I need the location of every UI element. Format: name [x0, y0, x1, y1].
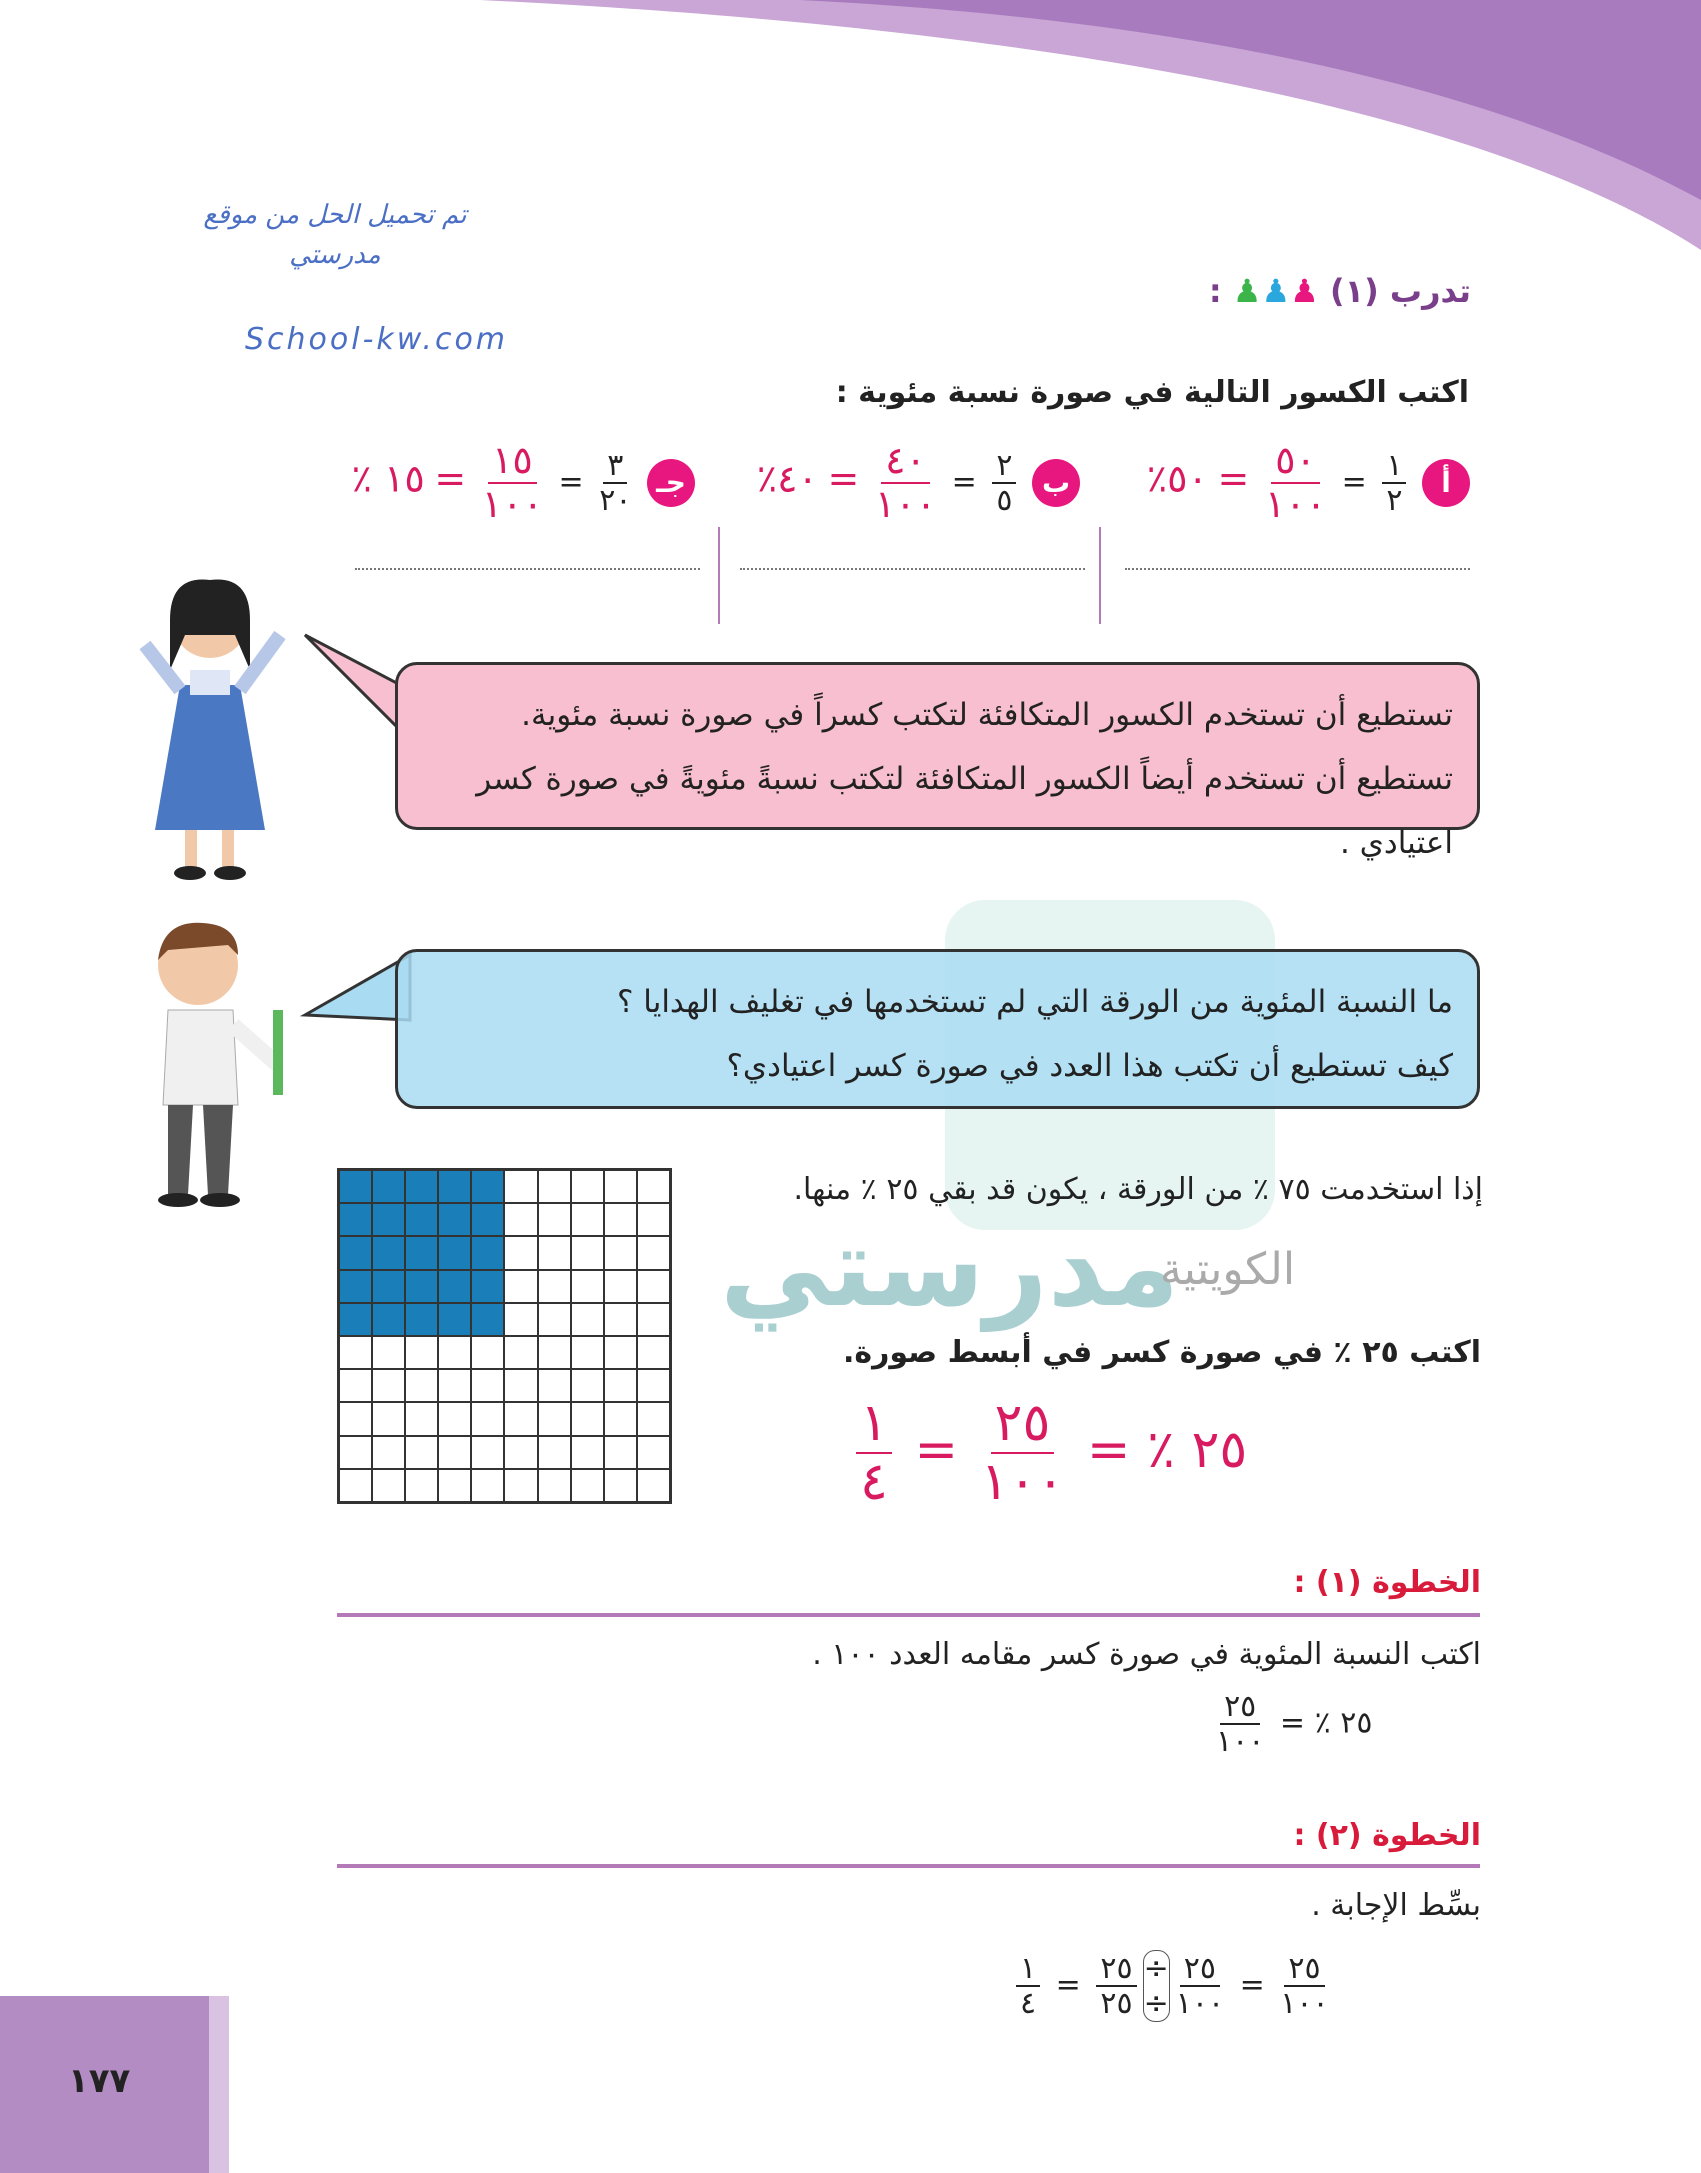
- grid-cell: [438, 1436, 471, 1469]
- grid-cell-shaded: [372, 1236, 405, 1269]
- grid-cell: [471, 1336, 504, 1369]
- grid-cell-shaded: [471, 1203, 504, 1236]
- note-website: School-kw.com: [245, 322, 509, 357]
- grid-cell: [504, 1236, 537, 1269]
- grid-cell: [571, 1369, 604, 1402]
- grid-cell: [538, 1402, 571, 1435]
- grid-cell: [438, 1469, 471, 1502]
- grid-cell: [538, 1303, 571, 1336]
- grid-cell: [538, 1436, 571, 1469]
- answer-line: [355, 568, 700, 570]
- grid-cell: [538, 1203, 571, 1236]
- grid-cell: [372, 1402, 405, 1435]
- grid-cell: [471, 1469, 504, 1502]
- step-1-equation: ٢٥ ٪ = $\frac{٢٥}{١٠٠}$: [1216, 1689, 1373, 1759]
- grid-cell: [571, 1170, 604, 1203]
- grid-cell: [538, 1336, 571, 1369]
- grid-cell: [637, 1436, 670, 1469]
- grid-cell: [604, 1369, 637, 1402]
- grid-cell: [405, 1469, 438, 1502]
- grid-cell: [405, 1436, 438, 1469]
- question-bubble-blue: [395, 949, 1480, 1109]
- grid-cell: [504, 1436, 537, 1469]
- grid-cell: [604, 1270, 637, 1303]
- grid-cell-shaded: [405, 1236, 438, 1269]
- exercise-instruction: اكتب الكسور التالية في صورة نسبة مئوية :: [835, 375, 1469, 410]
- grid-cell: [339, 1469, 372, 1502]
- grid-cell: [372, 1336, 405, 1369]
- grid-cell: [405, 1369, 438, 1402]
- grid-cell-shaded: [438, 1270, 471, 1303]
- grid-cell: [571, 1236, 604, 1269]
- grid-cell: [504, 1336, 537, 1369]
- step-divider: [337, 1864, 1480, 1868]
- grid-cell: [571, 1203, 604, 1236]
- note-line-2: مدرستي: [289, 240, 381, 270]
- item-label: أ: [1422, 459, 1470, 507]
- grid-cell: [471, 1436, 504, 1469]
- question-line-2: كيف تستطيع أن تكتب هذا العدد في صورة كسر اعتيادي؟: [726, 1048, 1453, 1084]
- grid-cell-shaded: [339, 1236, 372, 1269]
- watermark-logo-sub: الكويتية: [1160, 1244, 1296, 1295]
- grid-cell-shaded: [339, 1203, 372, 1236]
- grid-cell: [637, 1270, 670, 1303]
- item-a: أ $\frac{١}{٢}$ = $\frac{٥٠}{١٠٠}$ = ٥٠٪: [1090, 440, 1470, 526]
- grid-cell: [604, 1236, 637, 1269]
- handwritten-note: [190, 200, 480, 270]
- tip-bubble-pink: [395, 662, 1480, 861]
- grid-cell: [339, 1369, 372, 1402]
- grid-cell: [339, 1402, 372, 1435]
- grid-cell: [637, 1203, 670, 1236]
- grid-cell: [504, 1270, 537, 1303]
- grid-cell: [604, 1303, 637, 1336]
- tip-line-2: تستطيع أن تستخدم أيضاً الكسور المتكافئة لتكتب نسبةً مئويةً في صورة كسر اعتيادي .: [476, 761, 1453, 861]
- grid-cell-shaded: [405, 1270, 438, 1303]
- step-1-text: اكتب النسبة المئوية في صورة كسر مقامه العدد ١٠٠ .: [812, 1637, 1481, 1672]
- exercise-title: تدرب (١) ♟♟♟ :: [1208, 272, 1471, 310]
- grid-cell-shaded: [438, 1170, 471, 1203]
- answer-line: [740, 568, 1085, 570]
- grid-cell: [637, 1170, 670, 1203]
- grid-cell: [637, 1402, 670, 1435]
- divider: [1099, 527, 1101, 624]
- grid-cell: [637, 1236, 670, 1269]
- grid-cell-shaded: [438, 1303, 471, 1336]
- grid-cell: [504, 1303, 537, 1336]
- grid-cell-shaded: [471, 1170, 504, 1203]
- grid-cell-shaded: [405, 1303, 438, 1336]
- divider: [718, 527, 720, 624]
- grid-cell: [471, 1369, 504, 1402]
- note-line-1: تم تحميل الحل من موقع: [203, 200, 467, 230]
- task-text: اكتب ٢٥ ٪ في صورة كسر في أبسط صورة.: [842, 1335, 1481, 1370]
- grid-cell: [604, 1336, 637, 1369]
- explanation-text: إذا استخدمت ٧٥ ٪ من الورقة ، يكون قد بقي ٢٥ ٪ منها.: [793, 1172, 1483, 1207]
- grid-cell: [538, 1170, 571, 1203]
- tip-line-1: تستطيع أن تستخدم الكسور المتكافئة لتكتب كسراً في صورة نسبة مئوية.: [521, 697, 1453, 733]
- handwritten-answer: ٢٥ ٪ = $\frac{٢٥}{١٠٠}$ = $\frac{١}{٤}$: [850, 1395, 1247, 1511]
- grid-cell: [438, 1402, 471, 1435]
- grid-cell: [504, 1369, 537, 1402]
- grid-cell-shaded: [405, 1203, 438, 1236]
- grid-cell-shaded: [438, 1236, 471, 1269]
- grid-cell: [438, 1336, 471, 1369]
- grid-cell: [471, 1402, 504, 1435]
- grid-cell: [504, 1402, 537, 1435]
- girl-character-illustration: [130, 575, 300, 885]
- grid-cell-shaded: [339, 1270, 372, 1303]
- grid-cell-shaded: [372, 1270, 405, 1303]
- grid-cell: [571, 1436, 604, 1469]
- grid-cell: [438, 1369, 471, 1402]
- grid-cell: [339, 1336, 372, 1369]
- grid-cell: [504, 1170, 537, 1203]
- grid-cell: [637, 1469, 670, 1502]
- grid-cell: [372, 1469, 405, 1502]
- grid-cell: [571, 1303, 604, 1336]
- step-2-text: بسِّط الإجابة .: [1311, 1888, 1481, 1923]
- grid-cell-shaded: [438, 1203, 471, 1236]
- step-1-title: الخطوة (١) :: [1293, 1565, 1481, 1600]
- grid-cell-shaded: [339, 1170, 372, 1203]
- grid-cell: [604, 1436, 637, 1469]
- grid-cell-shaded: [372, 1203, 405, 1236]
- group-people-icon: ♟: [1290, 272, 1319, 310]
- grid-cell: [372, 1436, 405, 1469]
- grid-cell: [571, 1270, 604, 1303]
- grid-cell: [571, 1402, 604, 1435]
- grid-cell-shaded: [471, 1236, 504, 1269]
- grid-cell: [604, 1203, 637, 1236]
- step-2-title: الخطوة (٢) :: [1293, 1818, 1481, 1853]
- grid-cell: [637, 1336, 670, 1369]
- grid-cell: [504, 1469, 537, 1502]
- grid-cell: [405, 1402, 438, 1435]
- grid-cell: [604, 1170, 637, 1203]
- grid-cell: [538, 1469, 571, 1502]
- grid-cell-shaded: [471, 1270, 504, 1303]
- answer-line: [1125, 568, 1470, 570]
- watermark-logo-text: مدرستي: [720, 1203, 1180, 1331]
- page-number: ١٧٧: [68, 2061, 131, 2101]
- grid-cell-shaded: [372, 1170, 405, 1203]
- item-c: جـ $\frac{٣}{٢٠}$ = $\frac{١٥}{١٠٠}$ = ١٥ ٪: [275, 440, 695, 526]
- grid-cell: [504, 1203, 537, 1236]
- grid-cell: [405, 1336, 438, 1369]
- answer-pct: ٥٠٪: [1146, 456, 1208, 501]
- step-2-equation: $\frac{٢٥}{١٠٠}$ = $\frac{٢٥}{١٠٠}$ ÷ ÷ $\frac{٢٥}{٢٥}$ = $\frac{١}{٤}$: [1010, 1950, 1335, 2022]
- grid-cell-shaded: [372, 1303, 405, 1336]
- page-corner: [0, 1996, 229, 2173]
- grid-cell-shaded: [339, 1303, 372, 1336]
- grid-cell: [637, 1369, 670, 1402]
- item-b: ب $\frac{٢}{٥}$ = $\frac{٤٠}{١٠٠}$ = ٤٠٪: [700, 440, 1080, 526]
- grid-cell-shaded: [471, 1303, 504, 1336]
- divide-icon: ÷: [1143, 1951, 1169, 1986]
- grid-cell-shaded: [405, 1170, 438, 1203]
- boy-character-illustration: [138, 915, 303, 1215]
- grid-cell: [538, 1236, 571, 1269]
- hundred-grid: [337, 1168, 672, 1504]
- grid-cell: [571, 1469, 604, 1502]
- grid-cell: [339, 1436, 372, 1469]
- grid-cell: [604, 1402, 637, 1435]
- grid-cell: [538, 1369, 571, 1402]
- exercise-items: [270, 430, 1470, 630]
- grid-cell: [372, 1369, 405, 1402]
- grid-cell: [604, 1469, 637, 1502]
- step-divider: [337, 1613, 1480, 1617]
- grid-cell: [571, 1336, 604, 1369]
- grid-cell: [637, 1303, 670, 1336]
- grid-cell: [538, 1270, 571, 1303]
- question-line-1: ما النسبة المئوية من الورقة التي لم تستخدمها في تغليف الهدايا ؟: [616, 984, 1453, 1020]
